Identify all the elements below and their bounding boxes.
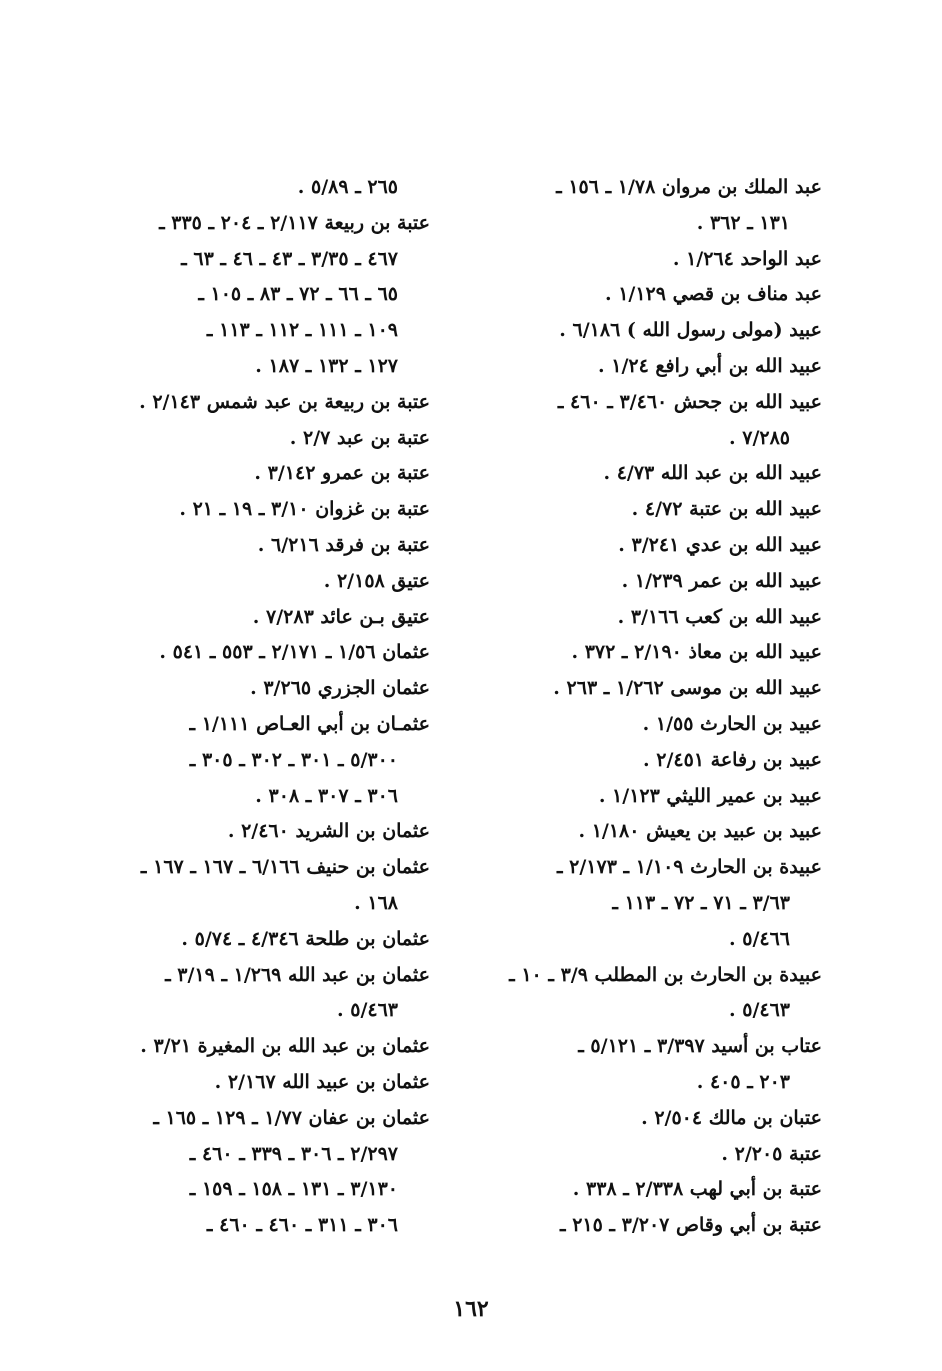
index-entry-continuation: ١٠٩ ـ ١١١ ـ ١١٢ ـ ١١٣ ـ	[206, 319, 398, 342]
index-entry: عبيدة بن الحارث ١/١٠٩ ـ ٢/١٧٣ ـ	[556, 856, 822, 879]
index-entry: عتبة بن عبد ٢/٧ .	[289, 426, 430, 449]
index-entry: عبيدة بن الحارث بن المطلب ٣/٩ ـ ١٠ ـ	[509, 963, 822, 986]
index-entry: عثمان الجزري ٣/٢٦٥ .	[250, 677, 430, 700]
index-entry: عبيد الله بن موسى ١/٢٦٢ ـ ٢٦٣ .	[553, 677, 822, 700]
index-entry-continuation: ٧/٢٨٥ .	[729, 426, 790, 449]
index-entry: عتبة بن أبي لهب ٢/٣٣٨ ـ ٣٣٨ .	[572, 1178, 822, 1201]
index-entry: عثمان بن عبد الله ١/٢٦٩ ـ ٣/١٩ ـ	[165, 963, 430, 986]
index-entry: عتبة بن غزوان ٣/١٠ ـ ١٩ ـ ٢١ .	[179, 498, 430, 521]
index-entry-continuation: ١٦٨ .	[354, 891, 398, 914]
index-entry: عثمان بن عبيد الله ٢/١٦٧ .	[214, 1070, 430, 1093]
index-entry: عتبة بن عمرو ٣/١٤٢ .	[254, 462, 430, 485]
index-entry: عبيد بن عمير الليثي ١/١٢٣ .	[598, 784, 822, 807]
index-entry: عبيد بن عبيد بن يعيش ١/١٨٠ .	[578, 820, 822, 843]
index-entry-continuation: ٣/٦٣ ـ ٧١ ـ ٧٢ ـ ١١٣ ـ	[612, 891, 790, 914]
page-number: ١٦٢	[453, 1296, 489, 1322]
index-entry: عتيق بـن عائد ٧/٢٨٣ .	[252, 605, 430, 628]
index-entry: عبيد الله بن كعب ٣/١٦٦ .	[617, 605, 822, 628]
index-entry: عتبان بن مالك ٢/٥٠٤ .	[641, 1106, 822, 1129]
index-entry: عثمان بن عفان ١/٧٧ ـ ١٢٩ ـ ١٦٥ ـ	[153, 1106, 430, 1129]
index-entry: عثمـان بن أبي العـاص ١/١١١ ـ	[189, 712, 430, 735]
index-entry: عبد الواحد ١/٢٦٤ .	[672, 247, 822, 270]
index-entry-continuation: ٢/٢٩٧ ـ ٣٠٦ ـ ٣٣٩ ـ ٤٦٠ ـ	[189, 1142, 398, 1165]
index-entry: عتبة بن فرقد ٦/٢١٦ .	[257, 533, 430, 556]
index-entry: عبيد (مولى رسول الله ) ٦/١٨٦ .	[559, 319, 822, 342]
index-entry: عتاب بن أسيد ٣/٣٩٧ ـ ٥/١٢١ ـ	[578, 1035, 822, 1058]
index-entry-continuation: ٤٦٧ ـ ٣/٣٥ ـ ٤٣ ـ ٤٦ ـ ٦٣ ـ	[181, 247, 398, 270]
index-entry: عثمان ١/٥٦ ـ ٢/١٧١ ـ ٥٥٣ ـ ٥٤١ .	[159, 641, 430, 664]
index-entry-continuation: ٥/٣٠٠ ـ ٣٠١ ـ ٣٠٢ ـ ٣٠٥ ـ	[189, 748, 398, 771]
index-column-right	[487, 170, 822, 1244]
index-entry: عبيد الله بن عتبة ٤/٧٢ .	[631, 498, 822, 521]
index-entry-continuation: ٢٠٣ ـ ٤٠٥ .	[696, 1070, 790, 1093]
index-entry: عبيد الله بن جحش ٣/٤٦٠ ـ ٤٦٠ ـ	[557, 390, 822, 413]
index-entry: عبيد بن الحارث ١/٥٥ .	[642, 712, 822, 735]
index-entry-continuation: ٣٠٦ ـ ٣٠٧ ـ ٣٠٨ .	[255, 784, 398, 807]
index-entry: عبيد الله بن عمر ١/٢٣٩ .	[621, 569, 822, 592]
index-entry: عثمان بن عبد الله بن المغيرة ٣/٢١ .	[140, 1035, 430, 1058]
index-entry-continuation: ٣/١٣٠ ـ ١٣١ ـ ١٥٨ ـ ١٥٩ ـ	[189, 1178, 398, 1201]
index-entry: عبيد الله بن معاذ ٢/١٩٠ ـ ٣٧٢ .	[571, 641, 822, 664]
index-entry: عتبة بن أبي وقاص ٣/٢٠٧ ـ ٢١٥ ـ	[560, 1214, 822, 1237]
index-entry: عبد الملك بن مروان ١/٧٨ ـ ١٥٦ ـ	[556, 176, 822, 198]
index-column-left	[95, 170, 430, 1244]
index-entry-continuation: ١٢٧ ـ ١٣٢ ـ ١٨٧ .	[255, 354, 398, 377]
index-entry-continuation: ١٣١ ـ ٣٦٢ .	[696, 211, 790, 234]
index-entry-continuation: ٥/٤٦٣ .	[729, 999, 790, 1022]
index-entry: عبيد الله بن أبي رافع ١/٢٤ .	[598, 354, 822, 377]
index-entry-continuation: ٦٥ ـ ٦٦ ـ ٧٢ ـ ٨٣ ـ ١٠٥ ـ	[198, 283, 398, 306]
index-entry: عتبة ٢/٢٠٥ .	[721, 1142, 822, 1165]
index-entry-continuation: ٥/٤٦٦ .	[729, 927, 790, 950]
index-entry: عتبة بن ربيعة ٢/١١٧ ـ ٢٠٤ ـ ٣٣٥ ـ	[159, 211, 430, 234]
index-entry: عتيق ٢/١٥٨ .	[323, 569, 430, 592]
index-entry: عثمان بن الشريد ٢/٤٦٠ .	[227, 820, 430, 843]
index-entry: عبيد الله بن عدي ٣/٢٤١ .	[618, 533, 822, 556]
index-entry-continuation: ٥/٤٦٣ .	[337, 999, 398, 1022]
index-entry: عبيد الله بن عبد الله ٤/٧٣ .	[603, 462, 822, 485]
index-entry: عبيد بن رفاعة ٢/٤٥١ .	[643, 748, 822, 771]
index-entry: عتبة بن ربيعة بن عبد شمس ٢/١٤٣ .	[139, 390, 430, 413]
index-entry: عثمان بن حنيف ٦/١٦٦ ـ ١٦٧ ـ ١٦٧ ـ	[140, 856, 430, 879]
index-entry: عثمان بن طلحة ٤/٣٤٦ ـ ٥/٧٤ .	[181, 927, 430, 950]
index-entry-continuation: ٣٠٦ ـ ٣١١ ـ ٤٦٠ ـ ٤٦٠ ـ	[206, 1214, 398, 1237]
index-entry-continuation: ٢٦٥ ـ ٥/٨٩ .	[297, 176, 398, 198]
index-entry: عبد مناف بن قصي ١/١٢٩ .	[604, 283, 822, 306]
